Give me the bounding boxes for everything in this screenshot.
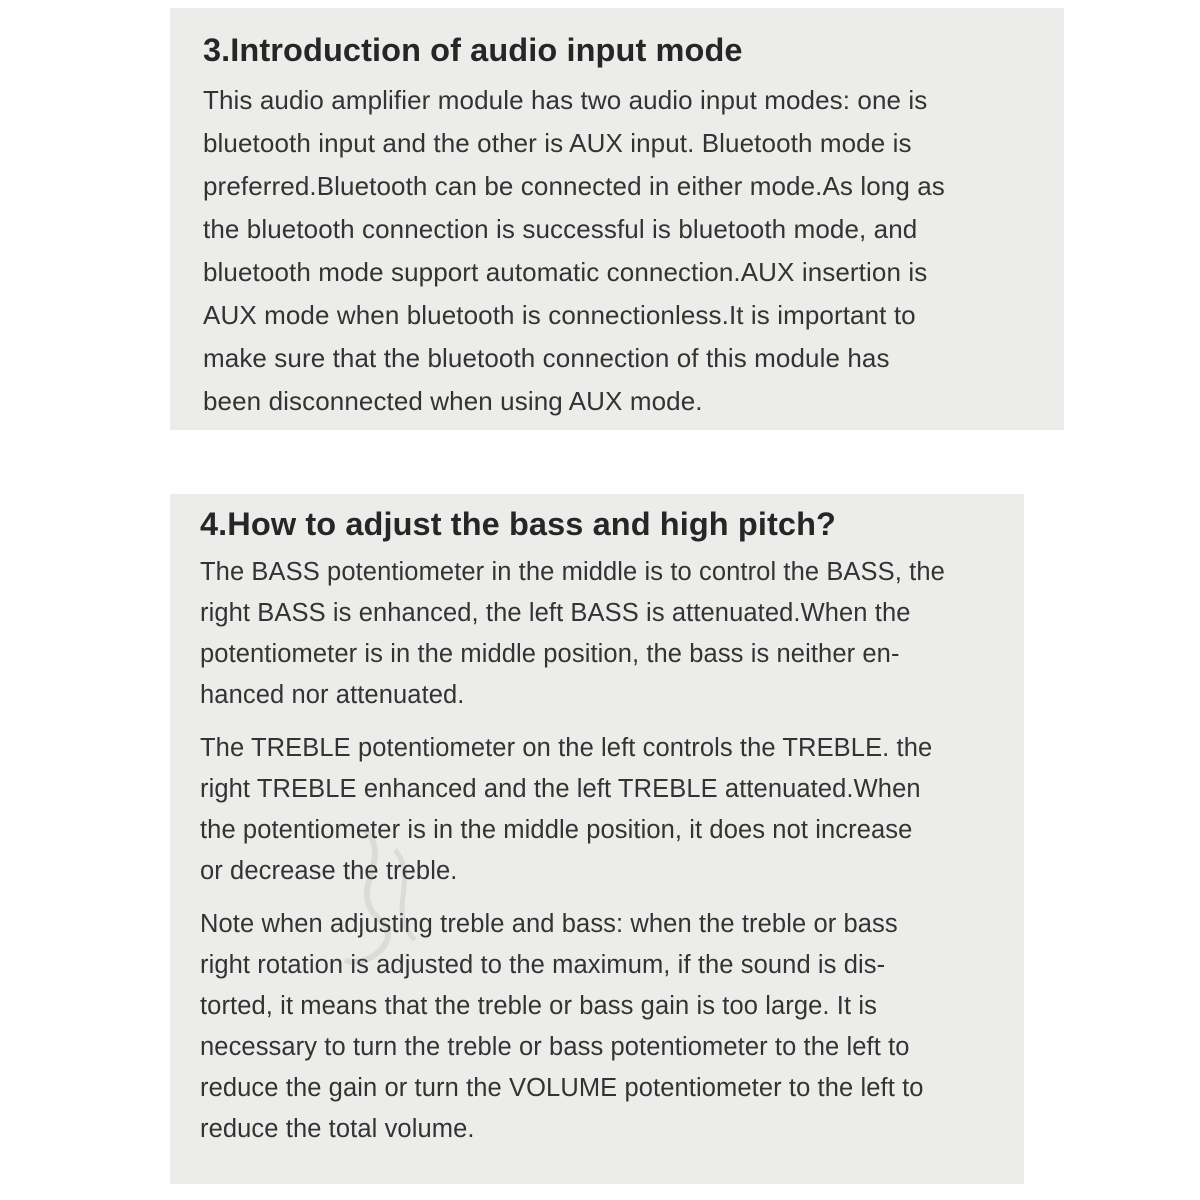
body-line: make sure that the bluetooth connection of this module has [203, 343, 890, 373]
body-line: torted, it means that the treble or bass gain is too large. It is [200, 992, 877, 1020]
body-line: right TREBLE enhanced and the left TREBLE attenuated.When [200, 775, 921, 803]
treble-paragraph [200, 728, 1004, 892]
body-line: potentiometer is in the middle position, the bass is neither en- [200, 640, 900, 668]
body-line: Note when adjusting treble and bass: when the treble or bass [200, 910, 898, 938]
body-line: right BASS is enhanced, the left BASS is attenuated.When the [200, 599, 911, 627]
section-3-body [203, 79, 1044, 423]
body-line: bluetooth mode support automatic connection.AUX insertion is [203, 257, 928, 287]
section-3-title: 3.Introduction of audio input mode [203, 32, 743, 68]
body-line: The TREBLE potentiometer on the left controls the TREBLE. the [200, 734, 933, 762]
body-line: hanced nor attenuated. [200, 681, 465, 709]
body-line: the potentiometer is in the middle position, it does not increase [200, 816, 913, 844]
section-4-title: 4.How to adjust the bass and high pitch? [200, 506, 836, 542]
section-3-card [170, 8, 1064, 430]
bass-paragraph [200, 552, 1004, 716]
note-paragraph [200, 904, 1004, 1150]
body-line: been disconnected when using AUX mode. [203, 386, 703, 416]
body-line: preferred.Bluetooth can be connected in either mode.As long as [203, 171, 945, 201]
body-line: This audio amplifier module has two audio input modes: one is [203, 85, 928, 115]
body-line: reduce the gain or turn the VOLUME potentiometer to the left to [200, 1074, 924, 1102]
body-line: or decrease the treble. [200, 857, 458, 885]
section-4-card [170, 494, 1024, 1184]
body-line: The BASS potentiometer in the middle is to control the BASS, the [200, 558, 945, 586]
body-line: AUX mode when bluetooth is connectionless.It is important to [203, 300, 916, 330]
body-line: right rotation is adjusted to the maximum, if the sound is dis- [200, 951, 886, 979]
body-line: bluetooth input and the other is AUX input. Bluetooth mode is [203, 128, 912, 158]
body-line: the bluetooth connection is successful is bluetooth mode, and [203, 214, 918, 244]
body-line: necessary to turn the treble or bass potentiometer to the left to [200, 1033, 910, 1061]
body-line: reduce the total volume. [200, 1115, 475, 1143]
